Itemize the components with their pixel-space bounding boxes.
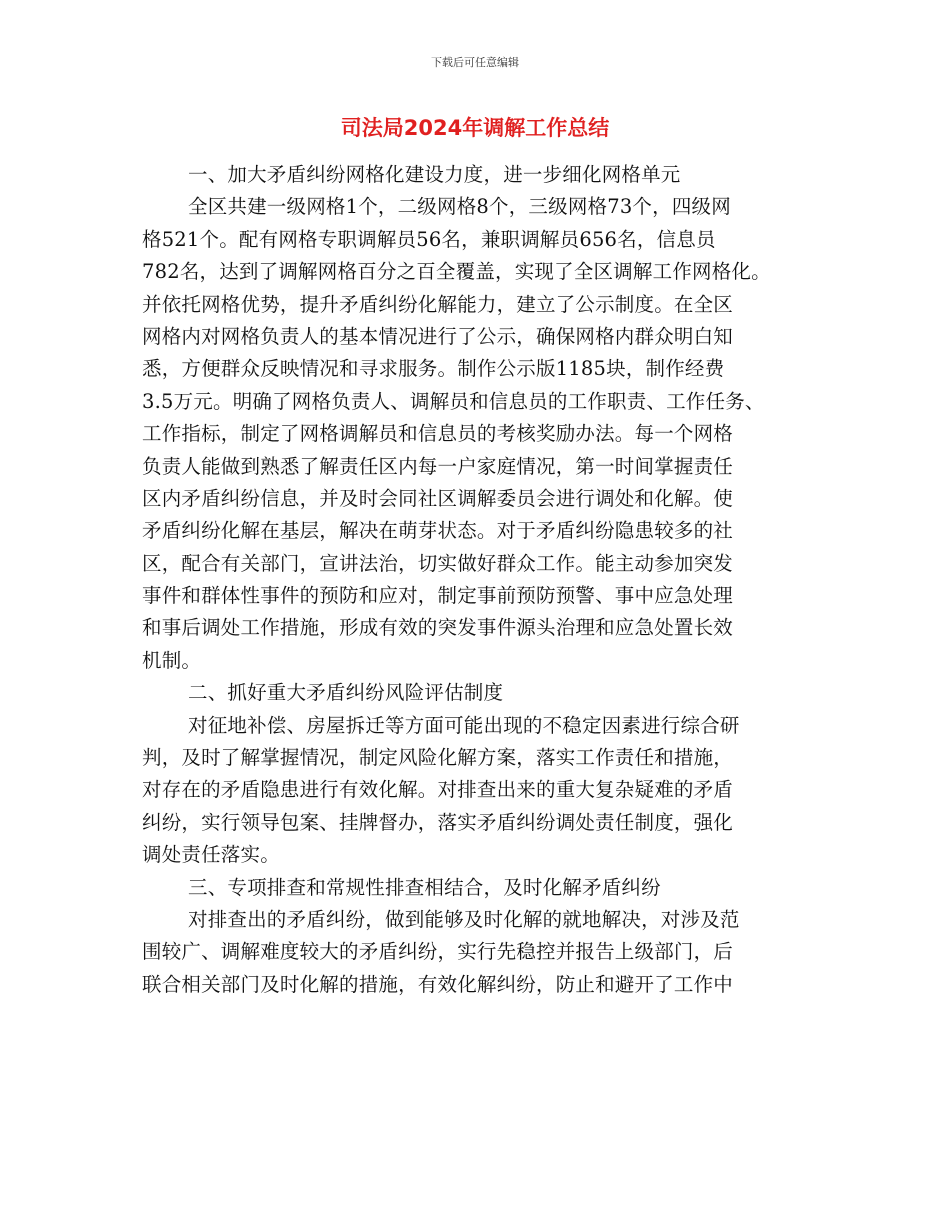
text-line: 对存在的矛盾隐患进行有效化解。对排查出来的重大复杂疑难的矛盾 (142, 778, 734, 802)
text-line: 矛盾纠纷化解在基层，解决在萌芽状态。对于矛盾纠纷隐患较多的社 (142, 519, 734, 543)
text-line: 对征地补偿、房屋拆迁等方面可能出现的不稳定因素进行综合研 (188, 713, 740, 737)
document-body (142, 159, 810, 1001)
header-note: 下载后可任意编辑 (431, 56, 519, 69)
text-line: 负责人能做到熟悉了解责任区内每一户家庭情况，第一时间掌握责任 (142, 454, 734, 478)
text-line: 对排查出的矛盾纠纷，做到能够及时化解的就地解决，对涉及范 (188, 907, 740, 931)
text-line: 联合相关部门及时化解的措施，有效化解纠纷，防止和避开了工作中 (142, 972, 734, 996)
text-line: 二、抓好重大矛盾纠纷风险评估制度 (188, 681, 504, 705)
text-line: 判，及时了解掌握情况，制定风险化解方案，落实工作责任和措施， (142, 746, 734, 770)
text-line: 和事后调处工作措施，形成有效的突发事件源头治理和应急处置长效 (142, 616, 734, 640)
text-line: 事件和群体性事件的预防和应对，制定事前预防预警、事中应急处理 (142, 584, 734, 608)
text-line: 一、加大矛盾纠纷网格化建设力度，进一步细化网格单元 (188, 163, 681, 186)
text-line: 三、专项排查和常规性排查相结合，及时化解矛盾纠纷 (188, 875, 661, 899)
text-line: 纠纷，实行领导包案、挂牌督办，落实矛盾纠纷调处责任制度，强化 (142, 810, 734, 834)
document-title: 司法局2024年调解工作总结 (340, 116, 610, 140)
text-line: 调处责任落实。 (142, 843, 280, 867)
text-line: 区，配合有关部门，宣讲法治，切实做好群众工作。能主动参加突发 (142, 551, 734, 575)
text-line: 工作指标，制定了网格调解员和信息员的考核奖励办法。每一个网格 (142, 422, 734, 446)
text-line: 3.5万元。明确了网格负责人、调解员和信息员的工作职责、工作任务、 (142, 389, 765, 413)
text-line: 全区共建一级网格1个，二级网格8个，三级网格73个，四级网 (188, 195, 731, 219)
text-line: 悉，方便群众反映情况和寻求服务。制作公示版1185块，制作经费 (142, 357, 725, 381)
text-line: 机制。 (142, 648, 202, 672)
text-line: 围较广、调解难度较大的矛盾纠纷，实行先稳控并报告上级部门，后 (142, 940, 734, 964)
text-line: 网格内对网格负责人的基本情况进行了公示，确保网格内群众明白知 (142, 324, 734, 348)
text-line: 782名，达到了调解网格百分之百全覆盖，实现了全区调解工作网格化。 (142, 260, 771, 284)
text-line: 区内矛盾纠纷信息，并及时会同社区调解委员会进行调处和化解。使 (142, 486, 734, 510)
text-line: 并依托网格优势，提升矛盾纠纷化解能力，建立了公示制度。在全区 (142, 292, 734, 316)
text-line: 格521个。配有网格专职调解员56名，兼职调解员656名，信息员 (142, 227, 716, 251)
